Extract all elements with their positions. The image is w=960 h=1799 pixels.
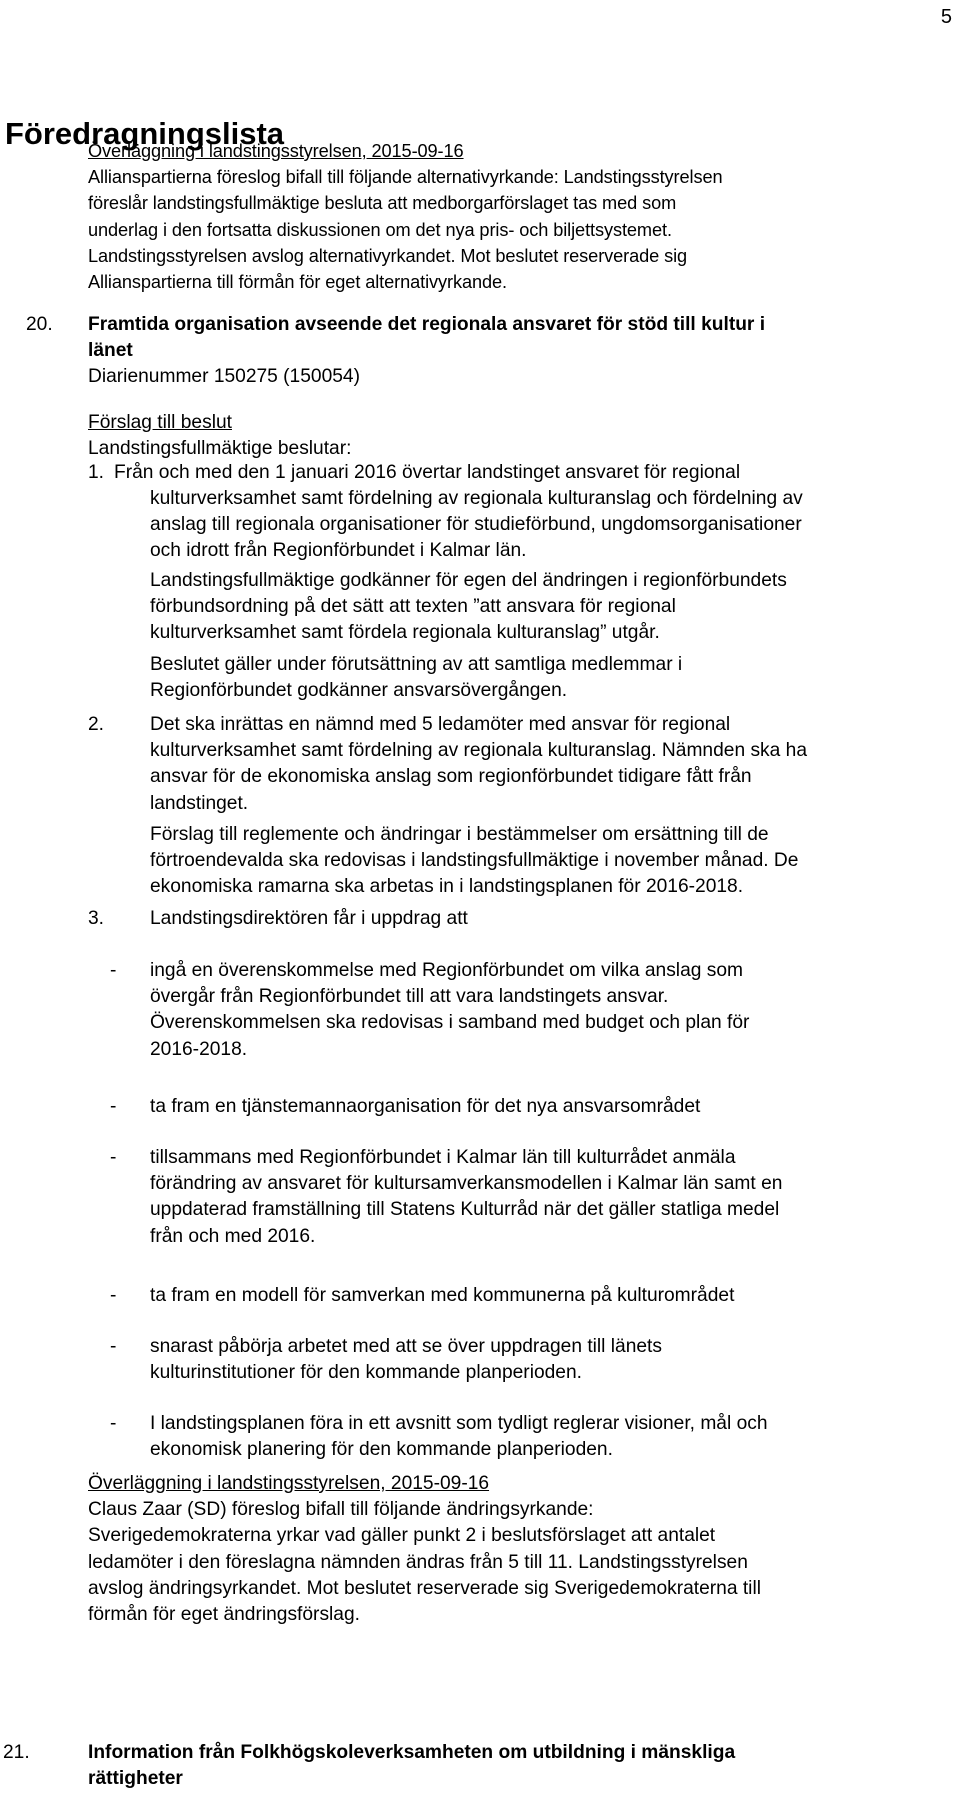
bullet-item: - ta fram en tjänstemannaorganisation för det nya ansvarsområdet [110, 1094, 955, 1120]
item-number: 1. [88, 462, 105, 483]
text-line: ekonomisk planering för den kommande planperioden. [150, 1439, 613, 1461]
deliberation-block-2 [88, 1471, 953, 1628]
decision-item-1-para2 [88, 568, 953, 647]
proposal-block [88, 410, 953, 462]
section-title-line: Information från Folkhögskoleverksamheten om utbildning i mänskliga [88, 1742, 736, 1763]
bullet-item: - I landstingsplanen föra in ett avsnitt som tydligt reglerar visioner, mål och ekonomisk planering för den kommande planperioden. [110, 1411, 955, 1463]
text-line: I landstingsplanen föra in ett avsnitt som tydligt reglerar visioner, mål och [150, 1413, 768, 1434]
decides-text: Landstingsfullmäktige beslutar: [88, 438, 352, 460]
text-line: kulturverksamhet samt fördelning av regionala kulturanslag och fördelning av [150, 488, 803, 509]
bullet-item: - snarast påbörja arbetet med att se över uppdragen till länets kulturinstitutioner för den kommande planperioden. [110, 1334, 955, 1386]
decision-item-2 [88, 712, 953, 817]
decision-item-1-cont [88, 486, 953, 565]
text-line: ledamöter i den föreslagna nämnden ändras från 5 till 11. Landstingsstyrelsen [88, 1551, 748, 1573]
text-line: underlag i den fortsatta diskussionen om det nya pris- och biljettsystemet. [88, 219, 672, 240]
text-line: Beslutet gäller under förutsättning av att samtliga medlemmar i [150, 654, 683, 675]
text-line: 2016-2018. [150, 1038, 248, 1060]
text-line: och idrott från Regionförbundet i Kalmar län. [150, 540, 527, 562]
text-line: Claus Zaar (SD) föreslog bifall till följande ändringsyrkande: [88, 1499, 594, 1521]
text-line: föreslår landstingsfullmäktige besluta att medborgarförslaget tas med som [88, 193, 677, 214]
text-line: anslag till regionala organisationer för studieförbund, ungdomsorganisationer [150, 514, 802, 536]
text-line: Allianspartierna föreslog bifall till följande alternativyrkande: Landstingsstyrelsen [88, 167, 723, 188]
section-20-meta [88, 364, 953, 390]
section-20-heading [26, 312, 956, 364]
proposal-heading: Förslag till beslut [88, 412, 232, 433]
text-line: ekonomiska ramarna ska arbetas in i landstingsplanen för 2016-2018. [150, 876, 744, 898]
bullet-item: - tillsammans med Regionförbundet i Kalmar län till kulturrådet anmäla förändring av ansvaret för kultursamverkansmodellen i Kalmar län samt en uppdaterad framställning till Statens Kulturråd när det gäller statliga medel från och med 2016. [110, 1145, 955, 1250]
text-line: Landstingsstyrelsen avslog alternativyrkandet. Mot beslutet reserverade sig [88, 245, 688, 266]
text-line: Landstingsdirektören får i uppdrag att [150, 908, 468, 929]
text-line: ansvar för de ekonomiska anslag som regionförbundet tidigare fått från [150, 766, 752, 788]
section-title-line: länet [88, 340, 133, 362]
text-line: förtroendevalda ska redovisas i landstingsfullmäktige i november månad. De [150, 850, 799, 872]
text-line: uppdaterad framställning till Statens Kulturråd när det gäller statliga medel [150, 1199, 780, 1221]
text-line: förbundsordning på det sätt att texten ”att ansvara för regional [150, 596, 676, 618]
bullet-item: - ingå en överenskommelse med Regionförbundet om vilka anslag som övergår från Regionförbundet till att vara landstingets ansvar. Överenskommelsen ska redovisas i samband med budget och plan för 2016-2018. [110, 958, 955, 1063]
text-line: Överenskommelsen ska redovisas i samband med budget och plan för [150, 1012, 750, 1034]
subheading: Överläggning i landstingsstyrelsen, 2015-09-16 [88, 141, 464, 161]
section-number: 20. [26, 314, 53, 335]
text-line: Förslag till reglemente och ändringar i bestämmelser om ersättning till de [150, 824, 769, 845]
text-line: ingå en överenskommelse med Regionförbundet om vilka anslag som [150, 960, 743, 981]
text-line: förändring av ansvaret för kultursamverkansmodellen i Kalmar län samt en [150, 1173, 783, 1195]
text-line: avslog ändringsyrkandet. Mot beslutet reserverade sig Sverigedemokraterna till [88, 1577, 761, 1599]
text-line: Sverigedemokraterna yrkar vad gäller punkt 2 i beslutsförslaget att antalet [88, 1525, 716, 1547]
text-line: kulturinstitutioner för den kommande planperioden. [150, 1362, 582, 1384]
text-line: kulturverksamhet samt fördelning av regionala kulturanslag. Nämnden ska ha [150, 740, 807, 762]
text-line: ta fram en modell för samverkan med kommunerna på kulturområdet [150, 1285, 735, 1306]
text-line: Från och med den 1 januari 2016 övertar landstinget ansvaret för regional [114, 462, 741, 483]
text-line: förmån för eget ändringsförslag. [88, 1604, 360, 1626]
text-line: Regionförbundet godkänner ansvarsövergången. [150, 680, 568, 702]
text-line: tillsammans med Regionförbundet i Kalmar län till kulturrådet anmäla [150, 1147, 736, 1168]
section-title-line: Framtida organisation avseende det regionala ansvaret för stöd till kultur i [88, 314, 766, 335]
text-line: Det ska inrättas en nämnd med 5 ledamöter med ansvar för regional [150, 714, 731, 735]
text-line: från och med 2016. [150, 1225, 316, 1247]
page-number: 5 [940, 6, 952, 28]
text-line: Landstingsfullmäktige godkänner för egen del ändringen i regionförbundets [150, 570, 787, 591]
deliberation-block-1 [88, 138, 953, 295]
bullet-item: - ta fram en modell för samverkan med kommunerna på kulturområdet [110, 1283, 955, 1309]
decision-item-2-para2 [88, 822, 953, 901]
text-line: snarast påbörja arbetet med att se över uppdragen till länets [150, 1336, 662, 1357]
item-number: 2. [88, 714, 105, 735]
text-line: övergår från Regionförbundet till att vara landstingets ansvar. [150, 986, 669, 1008]
decision-item-1 [88, 460, 953, 486]
subheading: Överläggning i landstingsstyrelsen, 2015-09-16 [88, 1473, 490, 1494]
page-title: Föredragningslista [5, 116, 285, 151]
text-line: Allianspartierna till förmån för eget alternativyrkande. [88, 272, 507, 293]
text-line: kulturverksamhet samt fördela regionala kulturanslag” utgår. [150, 622, 660, 644]
text-line: ta fram en tjänstemannaorganisation för det nya ansvarsområdet [150, 1096, 701, 1117]
section-21-heading [3, 1740, 933, 1792]
decision-item-1-para3 [88, 652, 953, 704]
section-number: 21. [3, 1742, 30, 1763]
section-title-line: rättigheter [88, 1768, 183, 1790]
diarienummer: Diarienummer 150275 (150054) [88, 366, 360, 387]
text-line: landstinget. [150, 792, 249, 814]
decision-item-3 [88, 906, 953, 932]
item-number: 3. [88, 908, 105, 929]
